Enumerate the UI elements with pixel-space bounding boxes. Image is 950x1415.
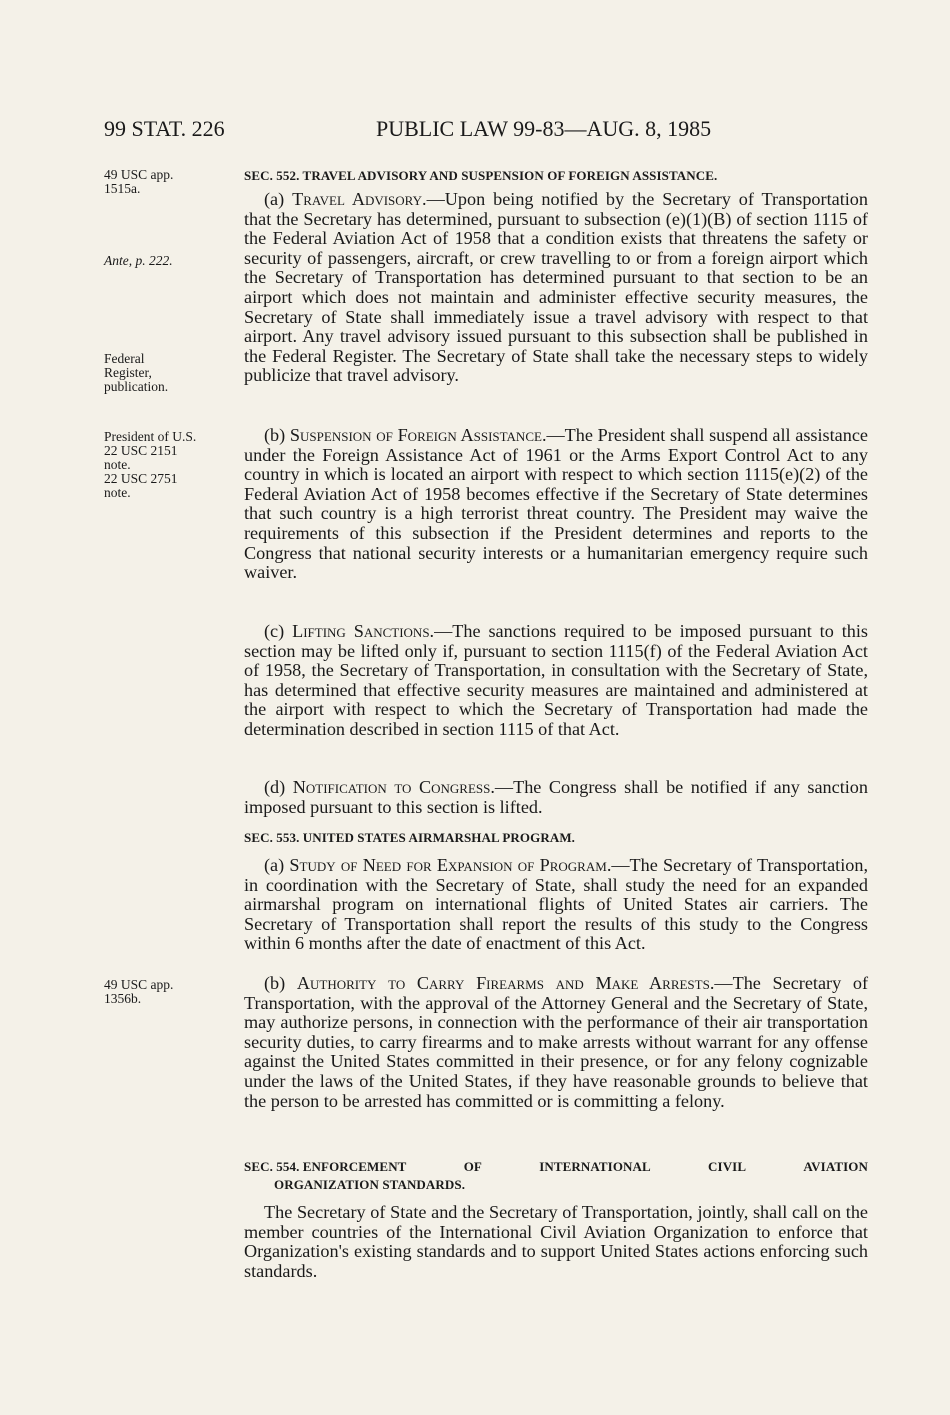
subsection-label: (b) [264, 425, 290, 445]
margin-note-line: Ante, p. 222. [104, 253, 173, 268]
running-head-title: PUBLIC LAW 99-83—AUG. 8, 1985 [376, 116, 712, 141]
margin-note-line: President of U.S. [104, 429, 197, 444]
subsection-text: .—The sanctions required to be imposed pursuant to this section may be lifted only if, pursuant to section 1115(f) of the Federal Aviation Act of 1958, the Secretary of Transportation, in consultation with the Secretary of State, has determined that effective security measures are maintained and administered at the airport with respect to which the Secretary of Transportation had made the determination described in section 1115 of that Act. [244, 621, 869, 739]
margin-note-ante [104, 254, 244, 268]
subsection-caption: Study of Need for Expansion of Program [289, 855, 607, 875]
margin-note-line: 22 USC 2751 [104, 471, 178, 486]
subsection-caption: Lifting Sanctions [292, 621, 430, 641]
sec-552-subsection-b [244, 426, 868, 583]
subsection-text: .—Upon being notified by the Secretary of Transportation that the Secretary has determined, pursuant to subsection (e)(1)(B) of section 1115 of the Federal Aviation Act of 1958 that a condition exists that threatens the safety or security of passengers, aircraft, or crew travelling to or from a foreign airport which the Secretary of Transportation has determined pursuant to that section to be an airport which does not maintain and administer effective security measures, the Secretary of State shall immediately issue a travel advisory with respect to that airport. Any travel advisory issued pursuant to this subsection shall be published in the Federal Register. The Secretary of State shall take the necessary steps to widely publicize that travel advisory. [244, 189, 868, 386]
margin-note-usc-1515a [104, 168, 244, 196]
margin-note-line: note. [104, 485, 131, 500]
sec-554-heading-line2: ORGANIZATION STANDARDS. [274, 1177, 466, 1192]
margin-note-line: Federal [104, 351, 145, 366]
margin-note-federal-register [104, 352, 244, 394]
margin-note-line: 1356b. [104, 991, 142, 1006]
sec-552-heading: SEC. 552. TRAVEL ADVISORY AND SUSPENSION OF FOREIGN ASSISTANCE. [244, 168, 718, 183]
sec-553-heading: SEC. 553. UNITED STATES AIRMARSHAL PROGRAM. [244, 830, 576, 845]
subsection-caption: Suspension of Foreign Assistance [289, 425, 542, 445]
margin-note-usc-1356b [104, 978, 244, 1006]
subsection-label: (b) [264, 973, 297, 993]
margin-note-line: note. [104, 457, 131, 472]
margin-note-line: publication. [104, 379, 169, 394]
heading-word: AVIATION [803, 1159, 868, 1174]
heading-word: SEC. 554. ENFORCEMENT [244, 1159, 407, 1174]
margin-note-president [104, 430, 244, 500]
sec-552-subsection-c [244, 622, 868, 740]
subsection-text: .—The President shall suspend all assistance under the Foreign Assistance Act of 1961 or the Arms Export Control Act to any country in which is located an airport with respect to which section 1115(e)(2) of the Federal Aviation Act of 1958 becomes effective if the Secretary of State determines that such country is a high terrorist threat country. The President may waive the requirements of this subsection if the President determines and reports to the Congress that national security interests or a humanitarian emergency require such waiver. [244, 425, 868, 583]
sec-554-text: The Secretary of State and the Secretary of Transportation, jointly, shall call on the member countries of the International Civil Aviation Organization to enforce that Organization's existing standards and to support United States actions enforcing such standards. [244, 1202, 868, 1281]
sec-553-subsection-b [244, 974, 868, 1111]
heading-word: OF [463, 1159, 482, 1174]
subsection-label: (c) [264, 621, 293, 641]
subsection-caption: Authority to Carry Firearms and Make Arrests [296, 973, 710, 993]
margin-note-line: Register, [104, 365, 152, 380]
margin-note-line: 1515a. [104, 181, 141, 196]
subsection-text: .—The Secretary of Transportation, with the approval of the Attorney General and the Secretary of State, may authorize persons, in connection with the performance of their air transportation security duties, to carry firearms and to make arrests without warrant for any offense against the United States committed in their presence, or for any felony cognizable under the laws of the United States, if they have reasonable grounds to believe that the person to be arrested has committed or is committing a felony. [244, 973, 868, 1111]
subsection-label: (d) [264, 777, 293, 797]
subsection-caption: Travel Advisory [292, 189, 423, 209]
subsection-label: (a) [264, 189, 293, 209]
subsection-caption: Notification to Congress [292, 777, 491, 797]
heading-word: CIVIL [708, 1159, 747, 1174]
margin-note-line: 22 USC 2151 [104, 443, 178, 458]
sec-552-subsection-a [244, 190, 868, 386]
sec-552-subsection-d [244, 778, 868, 817]
subsection-label: (a) [264, 855, 290, 875]
subsection-text: .—The Congress shall be notified if any sanction imposed pursuant to this section is lifted. [244, 777, 868, 817]
margin-note-line: 49 USC app. [104, 977, 174, 992]
margin-note-line: 49 USC app. [104, 167, 174, 182]
sec-554-heading [244, 1158, 868, 1175]
heading-word: INTERNATIONAL [539, 1159, 651, 1174]
sec-553-subsection-a [244, 856, 868, 954]
subsection-text: .—The Secretary of Transportation, in coordination with the Secretary of State, shall study the need for an expanded airmarshal program on international flights of United States air carriers. The Secretary of Transportation shall report the results of this study to the Congress within 6 months after the date of enactment of this Act. [244, 855, 868, 954]
statute-page-number: 99 STAT. 226 [104, 116, 225, 141]
